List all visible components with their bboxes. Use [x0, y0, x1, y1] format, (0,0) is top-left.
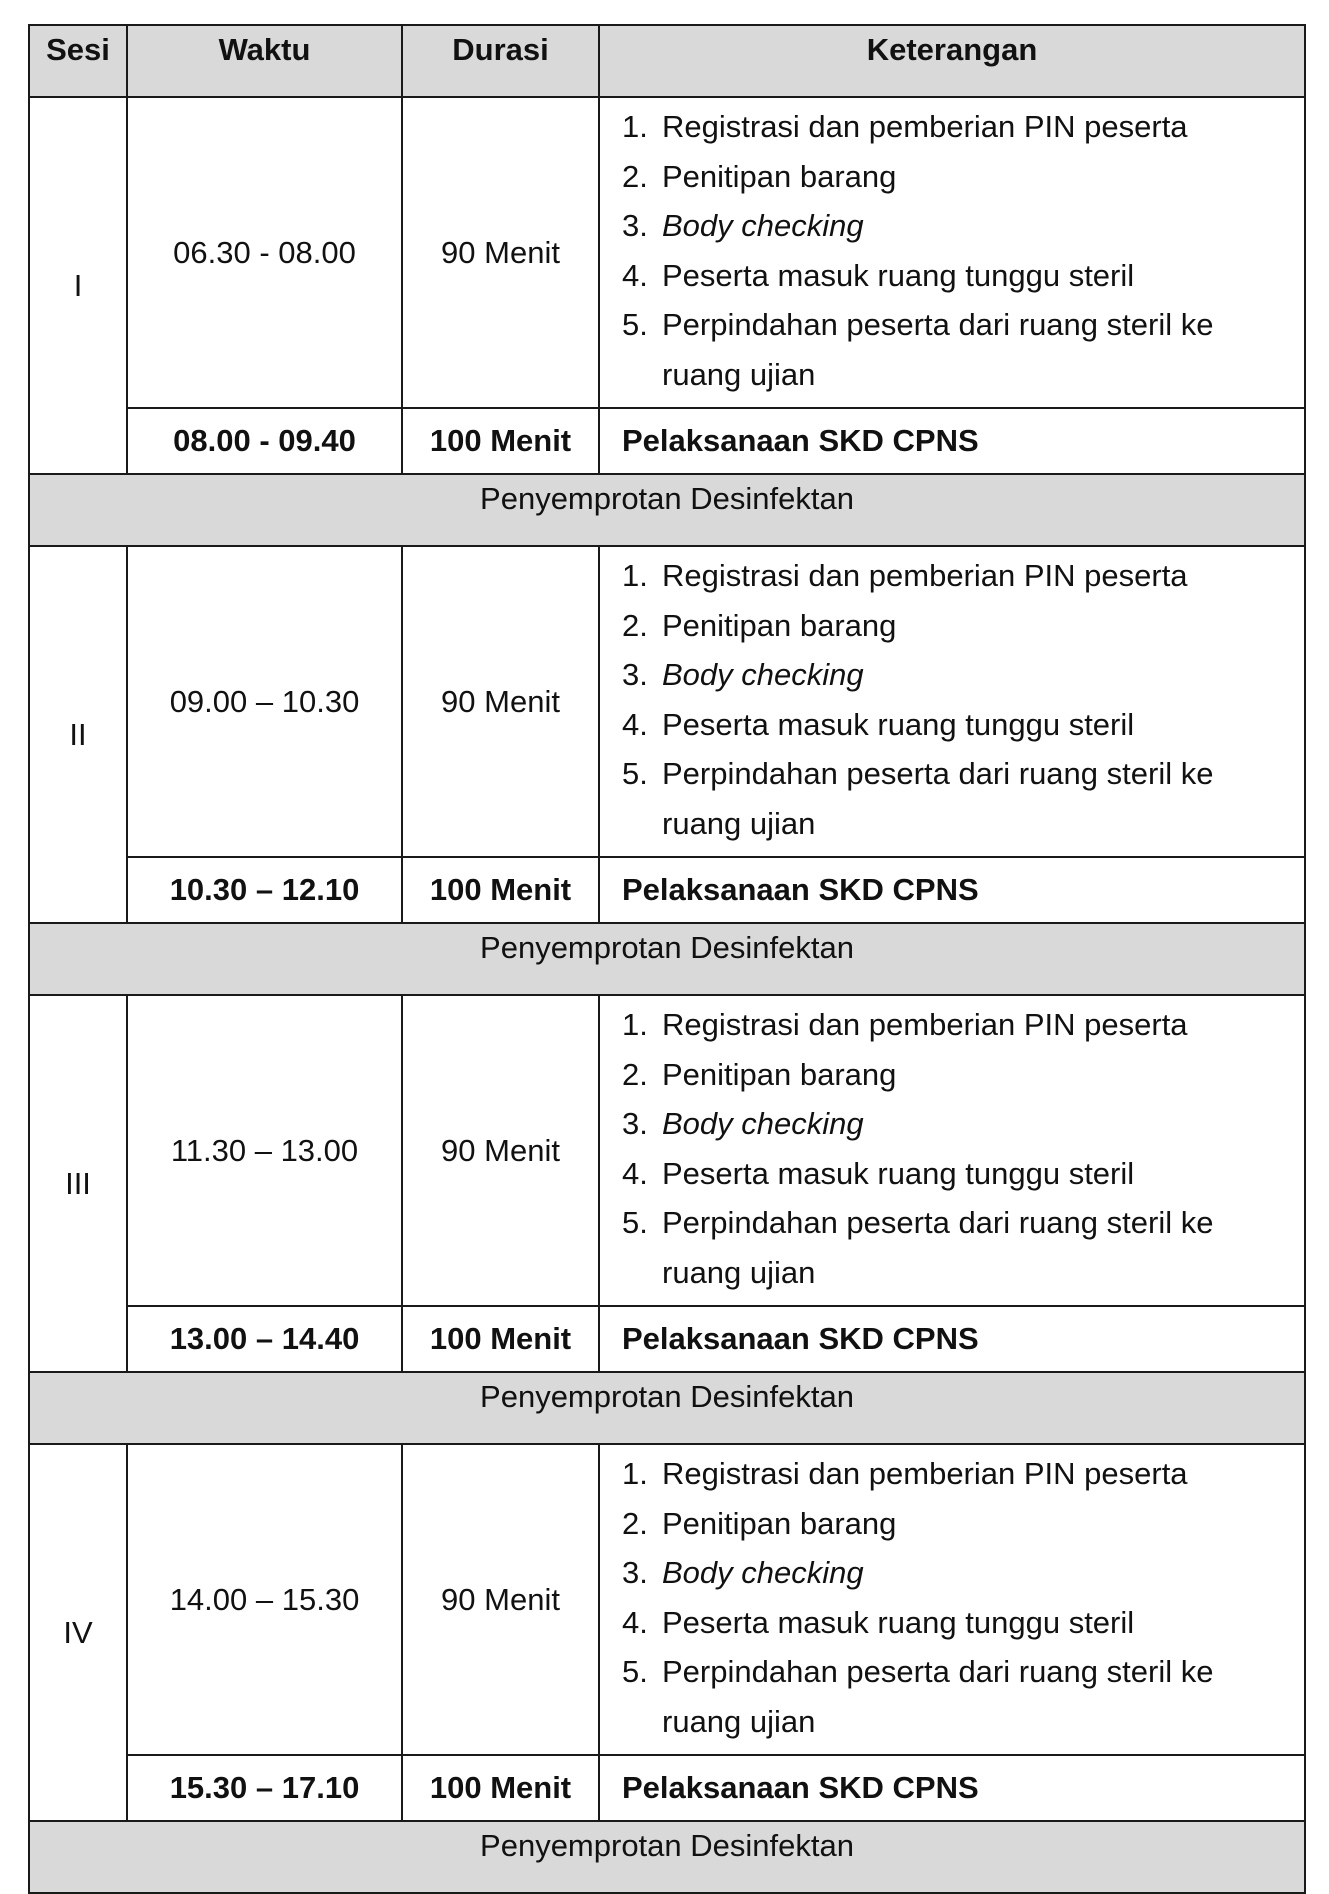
step-text: Body checking [662, 657, 864, 692]
step-text: Perpindahan peserta dari ruang steril ke ruang ujian [662, 1205, 1214, 1290]
spray-label: Penyemprotan Desinfektan [29, 1821, 1305, 1893]
list-item [600, 152, 1296, 202]
step-text: Perpindahan peserta dari ruang steril ke ruang ujian [662, 756, 1214, 841]
spray-label: Penyemprotan Desinfektan [29, 923, 1305, 995]
activity-duration: 90 Menit [402, 97, 599, 408]
activity-steps [599, 1444, 1305, 1755]
step-number: 4. [622, 257, 648, 293]
schedule-table [28, 24, 1306, 1894]
step-number: 4. [622, 1604, 648, 1640]
step-number: 5. [622, 1654, 648, 1689]
header-keterangan: Keterangan [599, 25, 1305, 97]
activity-steps [599, 546, 1305, 857]
activity-time: 09.00 – 10.30 [127, 546, 402, 857]
step-text: Registrasi dan pemberian PIN peserta [662, 558, 1188, 593]
step-number: 4. [622, 706, 648, 742]
spray-label: Penyemprotan Desinfektan [29, 1372, 1305, 1444]
list-item [600, 1099, 1296, 1149]
exec-time: 10.30 – 12.10 [127, 857, 402, 923]
step-text: Body checking [662, 1555, 864, 1590]
step-number: 3. [622, 1106, 648, 1141]
list-item [600, 300, 1296, 399]
step-number: 4. [622, 1155, 648, 1191]
step-number: 2. [622, 1056, 648, 1092]
exec-time: 13.00 – 14.40 [127, 1306, 402, 1372]
session-4-exec-row [29, 1755, 1305, 1821]
session-1-exec-row [29, 408, 1305, 474]
exec-description: Pelaksanaan SKD CPNS [599, 408, 1305, 474]
exec-duration: 100 Menit [402, 857, 599, 923]
list-item [600, 700, 1296, 750]
step-text: Body checking [662, 208, 864, 243]
step-text: Peserta masuk ruang tunggu steril [662, 257, 1135, 293]
header-waktu: Waktu [127, 25, 402, 97]
step-text: Penitipan barang [662, 1056, 897, 1092]
step-text: Perpindahan peserta dari ruang steril ke ruang ujian [662, 307, 1214, 392]
step-number: 3. [622, 1555, 648, 1590]
list-item [600, 251, 1296, 301]
step-text: Registrasi dan pemberian PIN peserta [662, 1456, 1188, 1491]
exec-description: Pelaksanaan SKD CPNS [599, 1755, 1305, 1821]
exec-duration: 100 Menit [402, 1306, 599, 1372]
step-text: Penitipan barang [662, 158, 897, 194]
session-label: I [29, 97, 127, 474]
list-item [600, 551, 1296, 601]
list-item [600, 1000, 1296, 1050]
session-4-activity-row [29, 1444, 1305, 1755]
session-2-exec-row [29, 857, 1305, 923]
activity-duration: 90 Menit [402, 1444, 599, 1755]
list-item [600, 1647, 1296, 1746]
step-number: 3. [622, 657, 648, 692]
step-text: Penitipan barang [662, 607, 897, 643]
list-item [600, 1050, 1296, 1100]
list-item [600, 1548, 1296, 1598]
list-item [600, 1449, 1296, 1499]
step-number: 5. [622, 1205, 648, 1240]
spray-row [29, 474, 1305, 546]
activity-duration: 90 Menit [402, 995, 599, 1306]
list-item [600, 1198, 1296, 1297]
list-item [600, 650, 1296, 700]
step-number: 1. [622, 558, 648, 593]
step-text: Peserta masuk ruang tunggu steril [662, 706, 1135, 742]
step-number: 2. [622, 1505, 648, 1541]
spray-row [29, 923, 1305, 995]
step-text: Registrasi dan pemberian PIN peserta [662, 109, 1188, 144]
header-durasi: Durasi [402, 25, 599, 97]
step-text: Peserta masuk ruang tunggu steril [662, 1155, 1135, 1191]
session-label: IV [29, 1444, 127, 1821]
exec-duration: 100 Menit [402, 408, 599, 474]
exec-description: Pelaksanaan SKD CPNS [599, 857, 1305, 923]
activity-time: 06.30 - 08.00 [127, 97, 402, 408]
session-3-activity-row [29, 995, 1305, 1306]
session-label: II [29, 546, 127, 923]
list-item [600, 749, 1296, 848]
list-item [600, 1499, 1296, 1549]
step-text: Peserta masuk ruang tunggu steril [662, 1604, 1135, 1640]
list-item [600, 1149, 1296, 1199]
exec-duration: 100 Menit [402, 1755, 599, 1821]
spray-row [29, 1372, 1305, 1444]
step-text: Registrasi dan pemberian PIN peserta [662, 1007, 1188, 1042]
step-number: 5. [622, 307, 648, 342]
step-number: 1. [622, 1456, 648, 1491]
activity-steps [599, 995, 1305, 1306]
session-label: III [29, 995, 127, 1372]
list-item [600, 201, 1296, 251]
list-item [600, 102, 1296, 152]
exec-description: Pelaksanaan SKD CPNS [599, 1306, 1305, 1372]
list-item [600, 601, 1296, 651]
session-2-activity-row [29, 546, 1305, 857]
step-number: 5. [622, 756, 648, 791]
list-item [600, 1598, 1296, 1648]
step-number: 2. [622, 158, 648, 194]
step-number: 1. [622, 1007, 648, 1042]
exec-time: 08.00 - 09.40 [127, 408, 402, 474]
steps-list [600, 98, 1304, 407]
spray-label: Penyemprotan Desinfektan [29, 474, 1305, 546]
step-text: Body checking [662, 1106, 864, 1141]
steps-list [600, 1445, 1304, 1754]
session-3-exec-row [29, 1306, 1305, 1372]
header-sesi: Sesi [29, 25, 127, 97]
activity-steps [599, 97, 1305, 408]
activity-duration: 90 Menit [402, 546, 599, 857]
step-text: Perpindahan peserta dari ruang steril ke ruang ujian [662, 1654, 1214, 1739]
spray-row [29, 1821, 1305, 1893]
step-number: 2. [622, 607, 648, 643]
header-row [29, 25, 1305, 97]
steps-list [600, 547, 1304, 856]
exec-time: 15.30 – 17.10 [127, 1755, 402, 1821]
step-number: 3. [622, 208, 648, 243]
steps-list [600, 996, 1304, 1305]
step-text: Penitipan barang [662, 1505, 897, 1541]
session-1-activity-row [29, 97, 1305, 408]
step-number: 1. [622, 109, 648, 144]
activity-time: 14.00 – 15.30 [127, 1444, 402, 1755]
activity-time: 11.30 – 13.00 [127, 995, 402, 1306]
